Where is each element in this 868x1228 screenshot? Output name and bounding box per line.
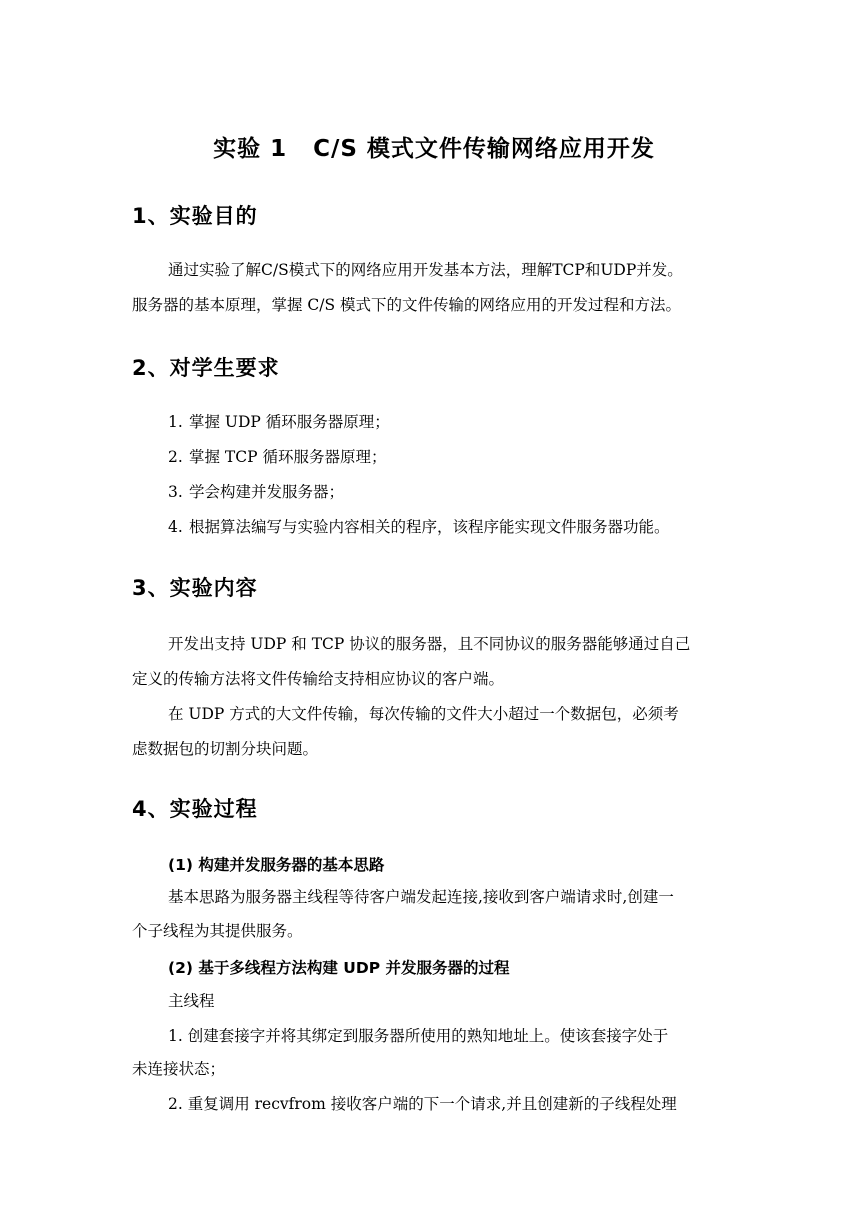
title-text: C/S 模式文件传输网络应用开发	[313, 136, 655, 162]
list-item: 2. 掌握 TCP 循环服务器原理；	[168, 448, 387, 466]
section-4-heading: 4、实验过程	[132, 797, 258, 821]
section-3-p1-line-1: 开发出支持 UDP 和 TCP 协议的服务器，且不同协议的服务器能够通过自己	[168, 635, 691, 653]
section-3-p1-line-2: 定义的传输方法将文件传输给支持相应协议的客户端。	[132, 670, 505, 688]
title-prefix: 实验 1	[213, 136, 288, 162]
section-1-line-2: 服务器的基本原理，掌握 C/S 模式下的文件传输的网络应用的开发过程和方法。	[132, 296, 682, 314]
section-2-heading: 2、对学生要求	[132, 356, 280, 380]
section-3-p2-line-2: 虑数据包的切割分块问题。	[132, 740, 319, 758]
list-item: 4. 根据算法编写与实验内容相关的程序，该程序能实现文件服务器功能。	[168, 518, 670, 536]
section-4-p1-line-2: 个子线程为其提供服务。	[132, 922, 303, 940]
section-1-heading: 1、实验目的	[132, 204, 258, 228]
section-3-heading: 3、实验内容	[132, 576, 258, 600]
list-item: 3. 学会构建并发服务器；	[168, 483, 345, 501]
step-1-line-2: 未连接状态；	[132, 1060, 226, 1078]
step-2-line-1: 2. 重复调用 recvfrom 接收客户端的下一个请求,并且创建新的子线程处理	[168, 1095, 677, 1113]
step-1-line-1: 1. 创建套接字并将其绑定到服务器所使用的熟知地址上。使该套接字处于	[168, 1027, 669, 1045]
subheading-2: (2) 基于多线程方法构建 UDP 并发服务器的过程	[168, 959, 510, 977]
section-3-p2-line-1: 在 UDP 方式的大文件传输，每次传输的文件大小超过一个数据包，必须考	[168, 705, 679, 723]
subheading-1: (1) 构建并发服务器的基本思路	[168, 856, 385, 874]
document-title	[0, 130, 868, 163]
list-item: 1. 掌握 UDP 循环服务器原理；	[168, 413, 390, 431]
section-1-line-1: 通过实验了解C/S模式下的网络应用开发基本方法，理解TCP和UDP并发。	[168, 261, 683, 279]
main-thread-label: 主线程	[168, 992, 215, 1010]
section-4-p1-line-1: 基本思路为服务器主线程等待客户端发起连接,接收到客户端请求时,创建一	[168, 888, 674, 906]
